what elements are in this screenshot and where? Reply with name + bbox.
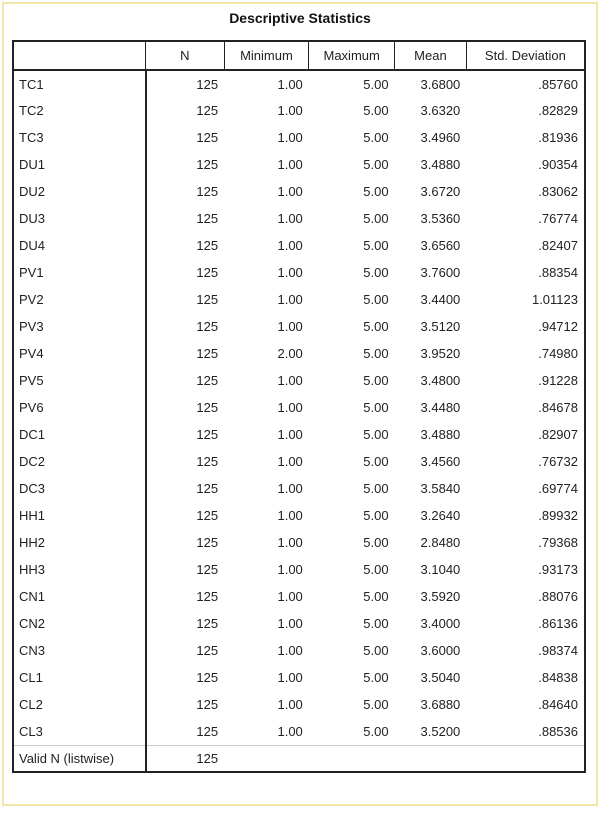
cell-maximum: 5.00 — [363, 535, 389, 550]
cell-maximum: 5.00 — [363, 265, 389, 280]
cell-minimum: 1.00 — [277, 670, 303, 685]
cell-minimum: 1.00 — [277, 535, 303, 550]
table-row — [13, 502, 585, 529]
cell-maximum: 5.00 — [363, 454, 389, 469]
cell-minimum: 1.00 — [277, 481, 303, 496]
cell-maximum: 5.00 — [363, 157, 389, 172]
column-header-std-deviation: Std. Deviation — [466, 41, 585, 70]
table-row — [13, 178, 585, 205]
cell-minimum: 1.00 — [277, 265, 303, 280]
cell-std-deviation: .76774 — [538, 211, 578, 226]
cell-std-deviation: .69774 — [538, 481, 578, 496]
cell-maximum: 5.00 — [363, 723, 389, 739]
cell-minimum: 1.00 — [277, 292, 303, 307]
cell-std-deviation: .82407 — [538, 238, 578, 253]
cell-mean: 3.5200 — [420, 723, 461, 739]
cell-mean: 3.5360 — [420, 211, 461, 226]
cell-std-deviation: .91228 — [538, 373, 578, 388]
cell-maximum: 5.00 — [363, 373, 389, 388]
cell-std-deviation: .74980 — [538, 346, 578, 361]
cell-std-deviation: .85760 — [538, 76, 578, 92]
cell-n: 125 — [196, 616, 219, 631]
cell-mean: 3.6320 — [420, 103, 461, 118]
cell-n: 125 — [196, 292, 219, 307]
row-label: HH2 — [13, 529, 146, 556]
cell-mean: 3.6000 — [420, 643, 461, 658]
cell-n: 125 — [196, 643, 219, 658]
cell-maximum: 5.00 — [363, 427, 389, 442]
cell-n: 125 — [196, 454, 219, 469]
cell-minimum: 1.00 — [277, 589, 303, 604]
row-label: DU3 — [13, 205, 146, 232]
cell-n: 125 — [196, 562, 219, 577]
output-frame — [2, 2, 598, 806]
cell-n: 125 — [196, 346, 219, 361]
cell-maximum: 5.00 — [363, 184, 389, 199]
row-label: HH1 — [13, 502, 146, 529]
cell-maximum: 5.00 — [363, 481, 389, 496]
table-row — [13, 313, 585, 340]
cell-std-deviation — [466, 745, 585, 772]
cell-minimum — [224, 745, 309, 772]
table-body — [13, 70, 585, 772]
cell-n: 125 — [196, 130, 219, 145]
cell-mean: 2.8480 — [420, 535, 461, 550]
row-label: PV2 — [13, 286, 146, 313]
cell-n: 125 — [196, 589, 219, 604]
row-label: HH3 — [13, 556, 146, 583]
cell-maximum: 5.00 — [363, 238, 389, 253]
cell-minimum: 2.00 — [277, 346, 303, 361]
row-label: PV5 — [13, 367, 146, 394]
row-label: CN3 — [13, 637, 146, 664]
cell-maximum: 5.00 — [363, 319, 389, 334]
table-row — [13, 232, 585, 259]
cell-maximum: 5.00 — [363, 697, 389, 712]
row-label: CL3 — [13, 718, 146, 745]
row-label: DU4 — [13, 232, 146, 259]
cell-mean: 3.1040 — [420, 562, 461, 577]
cell-maximum: 5.00 — [363, 346, 389, 361]
cell-n: 125 — [196, 184, 219, 199]
cell-maximum: 5.00 — [363, 670, 389, 685]
cell-maximum: 5.00 — [363, 562, 389, 577]
cell-std-deviation: .84678 — [538, 400, 578, 415]
cell-mean: 3.4480 — [420, 400, 461, 415]
cell-std-deviation: .89932 — [538, 508, 578, 523]
header-row — [13, 41, 585, 70]
cell-minimum: 1.00 — [277, 427, 303, 442]
cell-std-deviation: .94712 — [538, 319, 578, 334]
row-label: DC2 — [13, 448, 146, 475]
table-row — [13, 97, 585, 124]
column-header-mean: Mean — [395, 41, 467, 70]
cell-mean: 3.5040 — [420, 670, 461, 685]
row-label: TC1 — [13, 70, 146, 97]
table-row — [13, 691, 585, 718]
column-header-variable — [13, 41, 146, 70]
cell-mean: 3.4880 — [420, 427, 461, 442]
cell-std-deviation: .88536 — [538, 723, 578, 739]
cell-mean: 3.6720 — [420, 184, 461, 199]
row-label: PV6 — [13, 394, 146, 421]
cell-n: 125 — [196, 535, 219, 550]
cell-n: 125 — [196, 76, 219, 92]
cell-n: 125 — [196, 103, 219, 118]
cell-mean: 3.4960 — [420, 130, 461, 145]
cell-n: 125 — [196, 373, 219, 388]
cell-maximum: 5.00 — [363, 103, 389, 118]
cell-maximum: 5.00 — [363, 616, 389, 631]
table-row — [13, 394, 585, 421]
cell-minimum: 1.00 — [277, 184, 303, 199]
cell-maximum: 5.00 — [363, 292, 389, 307]
table-row — [13, 448, 585, 475]
cell-std-deviation: .86136 — [538, 616, 578, 631]
cell-mean: 3.4000 — [420, 616, 461, 631]
cell-minimum: 1.00 — [277, 211, 303, 226]
table-row — [13, 151, 585, 178]
cell-n: 125 — [146, 745, 224, 772]
cell-maximum: 5.00 — [363, 76, 389, 92]
cell-mean: 3.4400 — [420, 292, 461, 307]
row-label: TC3 — [13, 124, 146, 151]
row-label: DC3 — [13, 475, 146, 502]
cell-std-deviation: 1.01123 — [531, 292, 578, 307]
cell-maximum: 5.00 — [363, 643, 389, 658]
table-row — [13, 124, 585, 151]
cell-minimum: 1.00 — [277, 616, 303, 631]
table-row — [13, 475, 585, 502]
row-label: CN1 — [13, 583, 146, 610]
cell-std-deviation: .88076 — [538, 589, 578, 604]
row-label: DC1 — [13, 421, 146, 448]
column-header-n: N — [146, 41, 224, 70]
cell-std-deviation: .98374 — [538, 643, 578, 658]
cell-n: 125 — [196, 265, 219, 280]
table-row — [13, 529, 585, 556]
cell-n: 125 — [196, 211, 219, 226]
table-row — [13, 637, 585, 664]
row-label: DU2 — [13, 178, 146, 205]
cell-minimum: 1.00 — [277, 562, 303, 577]
cell-minimum: 1.00 — [277, 508, 303, 523]
cell-std-deviation: .79368 — [538, 535, 578, 550]
cell-std-deviation: .81936 — [538, 130, 578, 145]
cell-mean: 3.6800 — [420, 76, 461, 92]
cell-minimum: 1.00 — [277, 723, 303, 739]
cell-minimum: 1.00 — [277, 130, 303, 145]
table-row — [13, 70, 585, 97]
cell-minimum: 1.00 — [277, 454, 303, 469]
table-row — [13, 610, 585, 637]
cell-std-deviation: .90354 — [538, 157, 578, 172]
cell-std-deviation: .83062 — [538, 184, 578, 199]
table-row — [13, 205, 585, 232]
cell-mean: 3.9520 — [420, 346, 461, 361]
row-label: TC2 — [13, 97, 146, 124]
cell-minimum: 1.00 — [277, 103, 303, 118]
cell-mean: 3.7600 — [420, 265, 461, 280]
cell-n: 125 — [196, 723, 219, 739]
cell-n: 125 — [196, 697, 219, 712]
table-row — [13, 286, 585, 313]
cell-mean: 3.6880 — [420, 697, 461, 712]
column-header-minimum: Minimum — [224, 41, 309, 70]
cell-maximum — [309, 745, 395, 772]
cell-minimum: 1.00 — [277, 373, 303, 388]
row-label: DU1 — [13, 151, 146, 178]
descriptive-statistics-table — [12, 40, 586, 773]
cell-maximum: 5.00 — [363, 589, 389, 604]
table-row — [13, 583, 585, 610]
table-row — [13, 556, 585, 583]
cell-n: 125 — [196, 670, 219, 685]
column-header-maximum: Maximum — [309, 41, 395, 70]
table-row — [13, 718, 585, 745]
cell-minimum: 1.00 — [277, 238, 303, 253]
cell-minimum: 1.00 — [277, 76, 303, 92]
cell-n: 125 — [196, 319, 219, 334]
row-label: CL2 — [13, 691, 146, 718]
table-title: Descriptive Statistics — [229, 10, 371, 26]
cell-mean — [395, 745, 467, 772]
cell-std-deviation: .93173 — [538, 562, 578, 577]
cell-minimum: 1.00 — [277, 157, 303, 172]
table-row — [13, 259, 585, 286]
cell-mean: 3.4560 — [420, 454, 461, 469]
cell-std-deviation: .84640 — [538, 697, 578, 712]
cell-std-deviation: .82829 — [538, 103, 578, 118]
cell-mean: 3.4800 — [420, 373, 461, 388]
cell-n: 125 — [196, 427, 219, 442]
row-label: PV3 — [13, 313, 146, 340]
table-row — [13, 340, 585, 367]
table-row — [13, 421, 585, 448]
cell-n: 125 — [196, 400, 219, 415]
cell-minimum: 1.00 — [277, 319, 303, 334]
cell-mean: 3.5920 — [420, 589, 461, 604]
row-label: Valid N (listwise) — [13, 745, 146, 772]
cell-n: 125 — [196, 481, 219, 496]
cell-std-deviation: .76732 — [538, 454, 578, 469]
cell-maximum: 5.00 — [363, 130, 389, 145]
table-row — [13, 745, 585, 772]
cell-maximum: 5.00 — [363, 211, 389, 226]
row-label: CL1 — [13, 664, 146, 691]
row-label: PV1 — [13, 259, 146, 286]
cell-n: 125 — [196, 157, 219, 172]
cell-mean: 3.6560 — [420, 238, 461, 253]
cell-minimum: 1.00 — [277, 697, 303, 712]
cell-minimum: 1.00 — [277, 643, 303, 658]
cell-mean: 3.4880 — [420, 157, 461, 172]
cell-mean: 3.2640 — [420, 508, 461, 523]
cell-maximum: 5.00 — [363, 508, 389, 523]
cell-std-deviation: .82907 — [538, 427, 578, 442]
cell-maximum: 5.00 — [363, 400, 389, 415]
table-row — [13, 367, 585, 394]
cell-mean: 3.5120 — [420, 319, 461, 334]
cell-mean: 3.5840 — [420, 481, 461, 496]
cell-n: 125 — [196, 238, 219, 253]
cell-minimum: 1.00 — [277, 400, 303, 415]
row-label: CN2 — [13, 610, 146, 637]
cell-std-deviation: .84838 — [538, 670, 578, 685]
cell-n: 125 — [196, 508, 219, 523]
cell-std-deviation: .88354 — [538, 265, 578, 280]
row-label: PV4 — [13, 340, 146, 367]
table-row — [13, 664, 585, 691]
